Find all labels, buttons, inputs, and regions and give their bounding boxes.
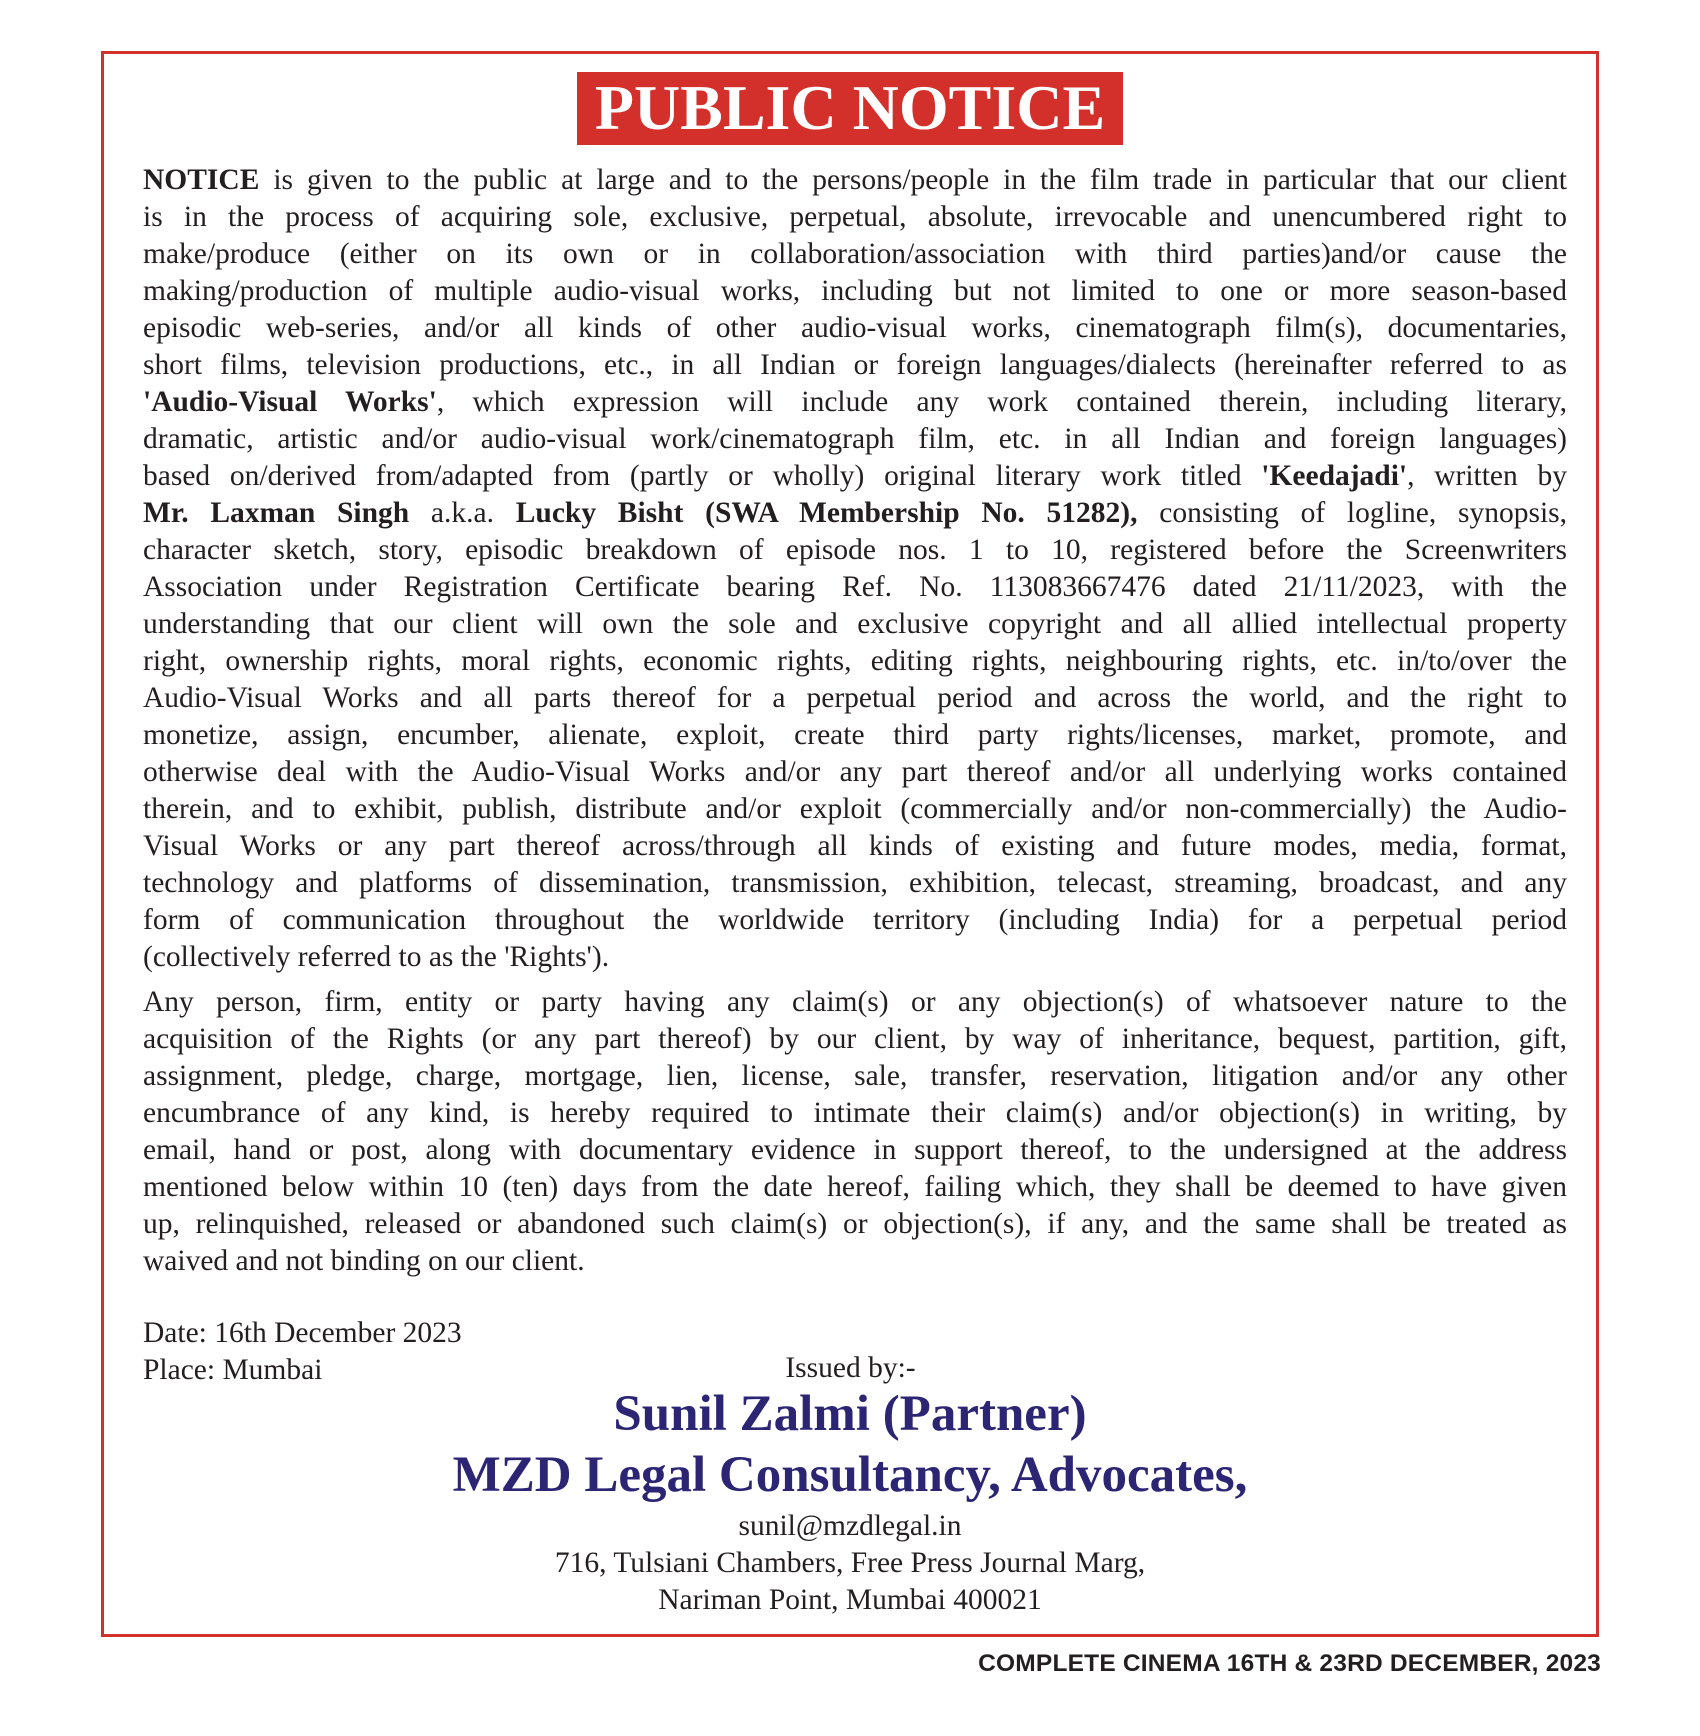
bold-run: 'Keedajadi' [1261, 460, 1408, 492]
notice-title: PUBLIC NOTICE [577, 72, 1123, 145]
date-line: Date: 16th December 2023 [143, 1317, 462, 1349]
paragraph-1 [143, 162, 1567, 976]
paragraph-1-line [143, 791, 1567, 828]
text-run: based on/derived from/adapted from (partly or wholly) original literary work titled [143, 460, 1262, 492]
text-run: short films, television productions, etc., in all Indian or foreign languages/dialects (hereinafter referred to as [143, 349, 1567, 381]
text-run: technology and platforms of dissemination, transmission, exhibition, telecast, streaming, broadcast, and any [143, 867, 1567, 899]
paragraph-1-line [143, 902, 1567, 939]
text-run: character sketch, story, episodic breakdown of episode nos. 1 to 10, registered before the Screenwriters [143, 534, 1567, 566]
paragraph-2-line: Any person, firm, entity or party having any claim(s) or any objection(s) of whatsoever nature to the [143, 986, 1567, 1018]
issued-by: Issued by:- [785, 1352, 916, 1384]
signatory-name: Sunil Zalmi (Partner) [613, 1386, 1087, 1442]
paragraph-1-line [143, 680, 1567, 717]
paragraph-1-line [143, 199, 1567, 236]
bold-run: Mr. Laxman Singh [143, 497, 410, 529]
paragraph-2-line: acquisition of the Rights (or any part thereof) by our client, by way of inheritance, bequest, partition, gift, [143, 1023, 1567, 1055]
text-run: episodic web-series, and/or all kinds of other audio-visual works, cinematograph film(s), documentaries, [143, 312, 1567, 344]
paragraph-1-line [143, 754, 1567, 791]
paragraph-1-line [143, 236, 1567, 273]
paragraph-1-line [143, 162, 1567, 199]
notice-body [143, 162, 1567, 1280]
paragraph-1-line [143, 569, 1567, 606]
text-run: make/produce (either on its own or in collaboration/association with third parties)and/or cause the [143, 238, 1567, 270]
paragraph-1-line [143, 458, 1567, 495]
paragraph-1-line [143, 347, 1567, 384]
text-run: form of communication throughout the worldwide territory (including India) for a perpetual period [143, 904, 1567, 936]
address-line-2: Nariman Point, Mumbai 400021 [658, 1584, 1042, 1616]
paragraph-2-line: encumbrance of any kind, is hereby required to intimate their claim(s) and/or objection(s) in writing, by [143, 1097, 1567, 1129]
address-line-1: 716, Tulsiani Chambers, Free Press Journal Marg, [554, 1547, 1146, 1579]
text-run: is in the process of acquiring sole, exclusive, perpetual, absolute, irrevocable and unencumbered right to [143, 201, 1567, 233]
text-run: understanding that our client will own the sole and exclusive copyright and all allied intellectual property [143, 608, 1567, 640]
text-run: Audio-Visual Works and all parts thereof for a perpetual period and across the world, and the right to [143, 682, 1567, 714]
text-run: consisting of logline, synopsis, [1137, 497, 1567, 529]
firm-name: MZD Legal Consultancy, Advocates, [452, 1447, 1248, 1503]
contact-block [104, 1508, 1596, 1619]
text-run: dramatic, artistic and/or audio-visual work/cinematograph film, etc. in all Indian and foreign languages) [143, 423, 1567, 455]
text-run: a.k.a. [409, 497, 516, 529]
paragraph-1-line [143, 828, 1567, 865]
paragraph-2-line: mentioned below within 10 (ten) days from the date hereof, failing which, they shall be deemed to have given [143, 1171, 1567, 1203]
paragraph-1-line [143, 606, 1567, 643]
paragraph-1-line [143, 384, 1567, 421]
text-run: monetize, assign, encumber, alienate, exploit, create third party rights/licenses, market, promote, and [143, 719, 1567, 751]
paragraph-1-line [143, 421, 1567, 458]
paragraph-1-line [143, 865, 1567, 902]
paragraph-1-line [143, 939, 1567, 976]
text-run: Visual Works or any part thereof across/through all kinds of existing and future modes, media, format, [143, 830, 1567, 862]
place-line: Place: Mumbai [143, 1354, 323, 1386]
paragraph-2 [143, 984, 1567, 1280]
title-wrap [104, 72, 1596, 145]
text-run: otherwise deal with the Audio-Visual Works and/or any part thereof and/or all underlying works contained [143, 756, 1567, 788]
bold-run: 'Audio-Visual Works' [143, 386, 437, 418]
paragraph-2-line: waived and not binding on our client. [143, 1245, 585, 1277]
paragraph-1-line [143, 310, 1567, 347]
email-link[interactable]: sunil@mzdlegal.in [738, 1510, 962, 1542]
paragraph-1-line [143, 273, 1567, 310]
text-run: making/production of multiple audio-visual works, including but not limited to one or more season-based [143, 275, 1567, 307]
text-run: is given to the public at large and to the persons/people in the film trade in particular that our client [259, 164, 1567, 196]
text-run: right, ownership rights, moral rights, economic rights, editing rights, neighbouring rights, etc. in/to/over the [143, 645, 1567, 677]
bold-run: NOTICE [143, 164, 260, 196]
text-run: , written by [1407, 460, 1568, 492]
paragraph-1-line [143, 717, 1567, 754]
paragraph-2-line: assignment, pledge, charge, mortgage, lien, license, sale, transfer, reservation, litigation and/or any other [143, 1060, 1567, 1092]
notice-frame [101, 51, 1599, 1637]
text-run: (collectively referred to as the 'Rights'). [143, 941, 610, 973]
paragraph-1-line [143, 532, 1567, 569]
publication-footer: COMPLETE CINEMA 16TH & 23RD DECEMBER, 2023 [978, 1650, 1601, 1677]
text-run: , which expression will include any work contained therein, including literary, [436, 386, 1567, 418]
paragraph-2-line: email, hand or post, along with documentary evidence in support thereof, to the undersigned at the address [143, 1134, 1567, 1166]
text-run: Association under Registration Certificate bearing Ref. No. 113083667476 dated 21/11/2023, with the [143, 571, 1567, 603]
bold-run: Lucky Bisht (SWA Membership No. 51282), [515, 497, 1138, 529]
paragraph-1-line [143, 643, 1567, 680]
paragraph-1-line [143, 495, 1567, 532]
paragraph-2-line: up, relinquished, released or abandoned such claim(s) or objection(s), if any, and the same shall be treated as [143, 1208, 1567, 1240]
text-run: therein, and to exhibit, publish, distribute and/or exploit (commercially and/or non-commercially) the Audio- [143, 793, 1567, 825]
